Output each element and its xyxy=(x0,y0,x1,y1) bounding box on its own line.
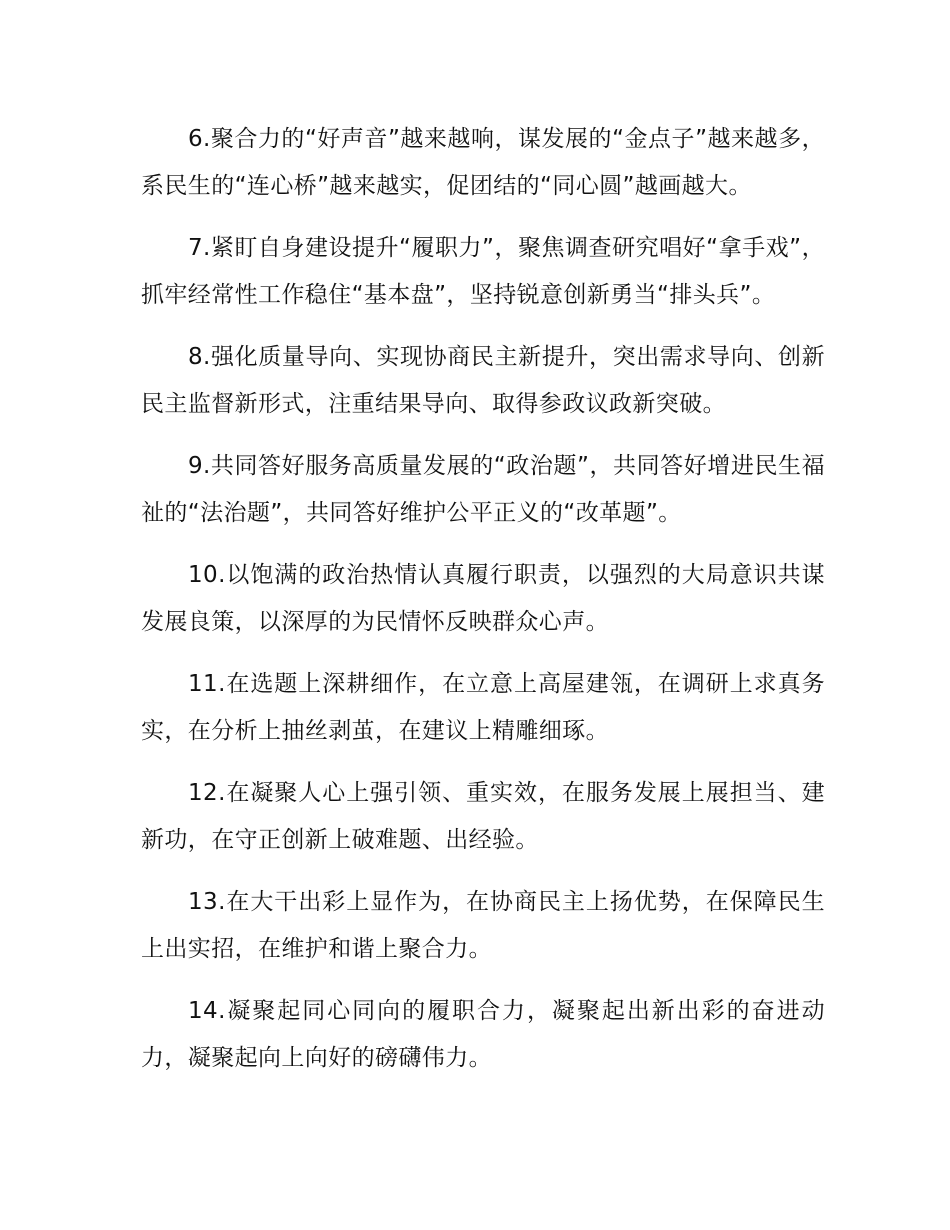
paragraph-14: 14.凝聚起同心同向的履职合力，凝聚起出新出彩的奋进动力，凝聚起向上向好的磅礴伟力。 xyxy=(141,998,825,1071)
paragraph-8: 8.强化质量导向、实现协商民主新提升，突出需求导向、创新民主监督新形式，注重结果导向、取得参政议政新突破。 xyxy=(141,344,825,417)
paragraph-13: 13.在大干出彩上显作为，在协商民主上扬优势，在保障民生上出实招，在维护和谐上聚合力。 xyxy=(141,889,825,962)
paragraph-7: 7.紧盯自身建设提升“履职力”，聚焦调查研究唱好“拿手戏”，抓牢经常性工作稳住“基本盘”，坚持锐意创新勇当“排头兵”。 xyxy=(141,235,825,308)
paragraph-12: 12.在凝聚人心上强引领、重实效，在服务发展上展担当、建新功，在守正创新上破难题、出经验。 xyxy=(141,780,825,853)
paragraph-9: 9.共同答好服务高质量发展的“政治题”，共同答好增进民生福祉的“法治题”，共同答好维护公平正义的“改革题”。 xyxy=(141,453,825,526)
paragraph-6: 6.聚合力的“好声音”越来越响，谋发展的“金点子”越来越多，系民生的“连心桥”越来越实，促团结的“同心圆”越画越大。 xyxy=(141,126,825,199)
paragraph-11: 11.在选题上深耕细作，在立意上高屋建瓴，在调研上求真务实，在分析上抽丝剥茧，在建议上精雕细琢。 xyxy=(141,671,825,744)
paragraph-10: 10.以饱满的政治热情认真履行职责，以强烈的大局意识共谋发展良策，以深厚的为民情怀反映群众心声。 xyxy=(141,562,825,635)
document-body xyxy=(141,116,825,1097)
